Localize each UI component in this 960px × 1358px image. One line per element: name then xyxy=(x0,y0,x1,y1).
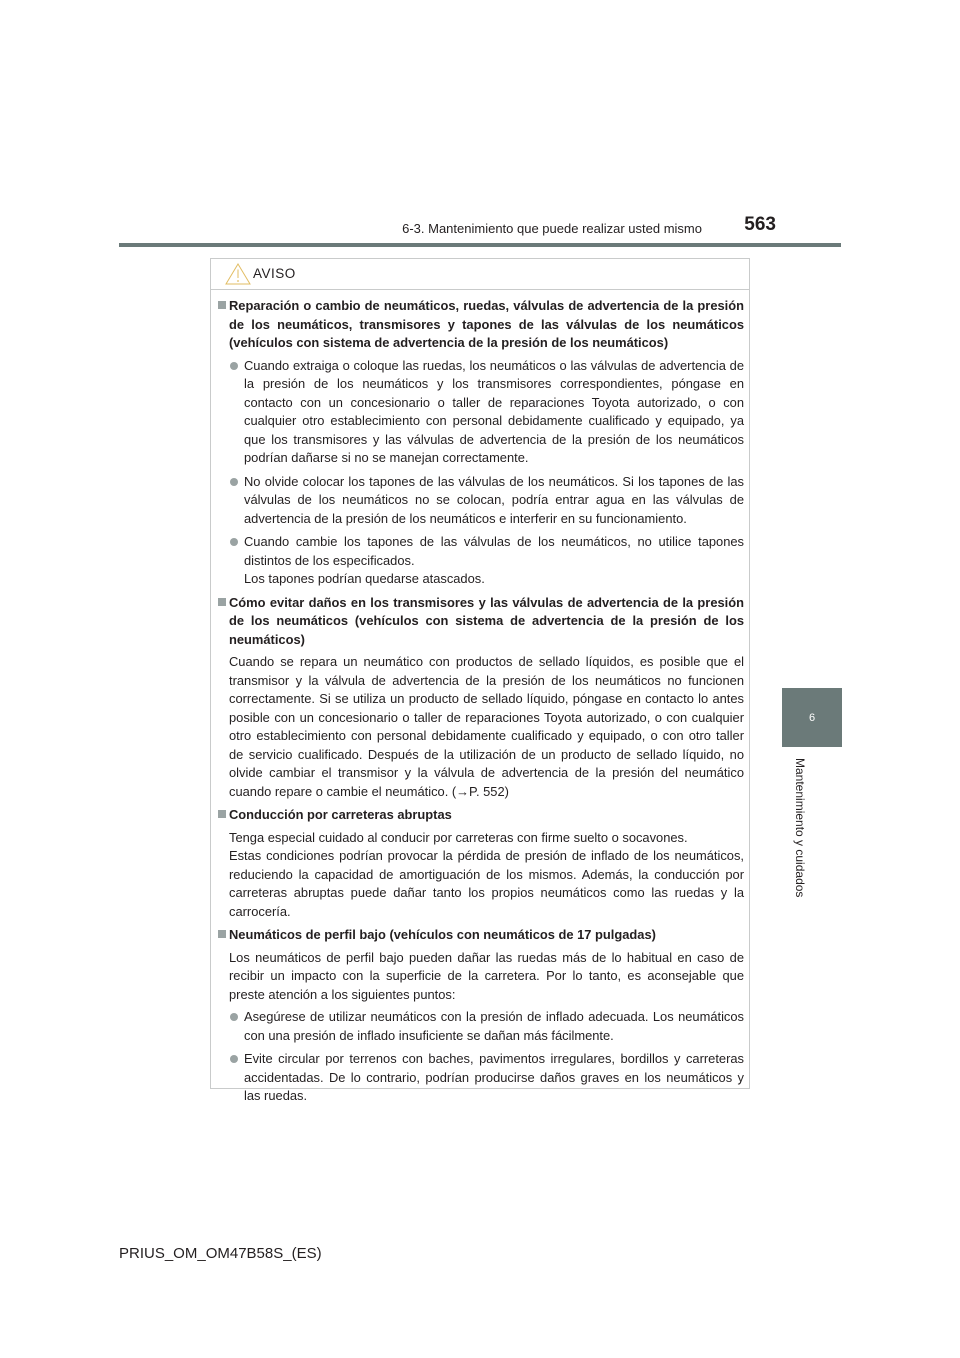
paragraph-line: Tenga especial cuidado al conducir por carreteras con firme suelto o socavones. xyxy=(229,829,688,845)
caution-title: AVISO xyxy=(253,266,296,281)
round-bullet-icon xyxy=(230,538,238,546)
round-bullet-icon xyxy=(230,1013,238,1021)
round-bullet-icon xyxy=(230,478,238,486)
footer-document-code: PRIUS_OM_OM47B58S_(ES) xyxy=(119,1245,322,1262)
section-paragraph: Los neumáticos de perfil bajo pueden dañar las ruedas más de lo habitual en caso de recibir un impacto con la superficie de la carretera. Por lo tanto, es aconsejable que preste atención a los siguientes puntos: xyxy=(229,949,744,1002)
bullet-item xyxy=(218,357,744,468)
bullet-text-line: Cuando cambie los tapones de las válvulas de los neumáticos, no utilice tapones distintos de los especificados. xyxy=(244,534,744,568)
bullet-text-line: Los tapones podrían quedarse atascados. xyxy=(244,571,485,586)
section-title-text: Reparación o cambio de neumáticos, ruedas, válvulas de advertencia de la presión de los neumáticos, transmisores y tapones de las válvulas de los neumáticos (vehículos con sistema de advertencia de la presión de los neumáticos) xyxy=(229,298,744,350)
section-low-profile-tires xyxy=(218,926,744,1106)
square-bullet-icon xyxy=(218,301,226,309)
section-sealant-damage xyxy=(218,594,744,802)
warning-triangle-icon xyxy=(224,262,252,286)
bullet-item xyxy=(218,473,744,529)
chapter-tab[interactable] xyxy=(782,688,842,747)
square-bullet-icon xyxy=(218,930,226,938)
section-paragraph: Cuando se repara un neumático con productos de sellado líquidos, es posible que el transmisor y la válvula de advertencia de la presión de los neumáticos no funcionen correctamente. Si se utiliza un producto de sellado líquido, póngase en contacto lo antes posible con un concesionario o taller de reparaciones Toyota autorizado, o con cualquier otro establecimiento con personal debidamente cualificado y equipado, o con otro taller de servicio cualificado. Después de la utilización de un producto de sellado líquido, no olvide cambiar el transmisor y la válvula de advertencia de la presión del neumático cuando repare o cambie el neumático. (→P. 552) xyxy=(229,654,744,799)
chapter-tab-label: Mantenimiento y cuidados xyxy=(793,758,807,898)
section-title xyxy=(218,594,744,650)
square-bullet-icon xyxy=(218,810,226,818)
bullet-item xyxy=(218,533,744,589)
section-title xyxy=(218,297,744,353)
page-number: 563 xyxy=(744,214,776,235)
section-rough-roads xyxy=(218,806,744,921)
caution-body xyxy=(218,297,744,1111)
bullet-text: Asegúrese de utilizar neumáticos con la presión de inflado adecuada. Los neumáticos con una presión de inflado insuficiente se dañan más fácilmente. xyxy=(244,1009,744,1043)
square-bullet-icon xyxy=(218,598,226,606)
caution-header xyxy=(211,259,749,290)
section-title xyxy=(218,806,744,825)
section-tire-repair xyxy=(218,297,744,589)
section-title xyxy=(218,926,744,945)
section-title-text: Neumáticos de perfil bajo (vehículos con neumáticos de 17 pulgadas) xyxy=(229,927,656,942)
section-title-text: Cómo evitar daños en los transmisores y las válvulas de advertencia de la presión de los neumáticos (vehículos con sistema de advertencia de la presión de los neumáticos) xyxy=(229,594,744,647)
header-section-title: 6-3. Mantenimiento que puede realizar usted mismo xyxy=(402,221,702,236)
round-bullet-icon xyxy=(230,1055,238,1063)
bullet-text: Evite circular por terrenos con baches, pavimentos irregulares, bordillos y carreteras accidentadas. De lo contrario, podrían producirse daños graves en los neumáticos y las ruedas. xyxy=(244,1051,744,1103)
section-paragraph xyxy=(218,829,744,922)
header-rule xyxy=(119,243,841,247)
round-bullet-icon xyxy=(230,362,238,370)
bullet-item xyxy=(218,1050,744,1106)
caution-box xyxy=(210,258,750,1103)
bullet-text: No olvide colocar los tapones de las válvulas de los neumáticos. Si los tapones de las válvulas de los neumáticos no se colocan, podría entrar agua en las válvulas de advertencia de la presión de los neumáticos e interferir en su funcionamiento. xyxy=(244,473,744,526)
paragraph-line: Estas condiciones podrían provocar la pérdida de presión de inflado de los neumáticos, reduciendo la capacidad de amortiguación de los mismos. Además, la conducción por carreteras abruptas puede dañar tanto los propios neumáticos como las ruedas y la carrocería. xyxy=(229,848,744,919)
bullet-item xyxy=(218,1008,744,1045)
section-title-text: Conducción por carreteras abruptas xyxy=(229,807,452,822)
chapter-tab-number: 6 xyxy=(808,711,816,724)
bullet-text: Cuando extraiga o coloque las ruedas, los neumáticos o las válvulas de advertencia de la presión de los neumáticos y los transmisores correspondientes, póngase en contacto con un concesionario o taller de reparaciones Toyota autorizado, o con cualquier otro establecimiento con personal debidamente cualificado y equipado, ya que los transmisores y las válvulas de advertencia de la presión de los neumáticos podrían dañarse si no se manejan correctamente. xyxy=(244,357,744,465)
